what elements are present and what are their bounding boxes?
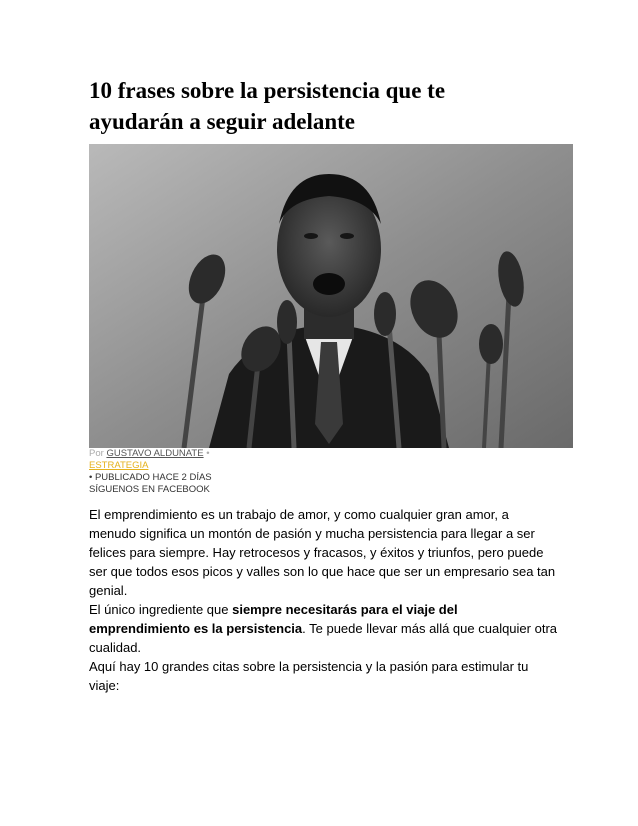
article-meta: [89, 448, 212, 496]
paragraph-2: [89, 600, 559, 657]
paragraph-1: El emprendimiento es un trabajo de amor, y como cualquier gran amor, a menudo significa un montón de pasión y mucha persistencia para llegar a ser felices para siempre. Hay retrocesos y fracasos, y éxitos y triunfos, pero puede ser que todos esos picos y valles son lo que hace que ser un empresario sea tan genial.: [89, 507, 556, 598]
author-prefix: Por: [89, 448, 104, 459]
paragraph-2-bold: siempre necesitarás para el viaje del emprendimiento es la persistencia: [89, 602, 458, 636]
category-link[interactable]: ESTRATEGIA: [89, 460, 149, 471]
paragraph-2-start: El único ingrediente que: [89, 602, 233, 617]
follow-facebook-link[interactable]: SÍGUENOS EN FACEBOOK: [89, 484, 210, 495]
meta-separator: •: [206, 448, 210, 459]
published-date: • PUBLICADO HACE 2 DÍAS: [89, 472, 212, 483]
paragraph-2-end: . Te puede llevar más allá que cualquier otra cualidad.: [89, 621, 557, 655]
author-link[interactable]: GUSTAVO ALDUNATE: [106, 448, 204, 459]
article-photo: [89, 144, 573, 448]
paragraph-3: Aquí hay 10 grandes citas sobre la persistencia y la pasión para estimular tu viaje:: [89, 659, 529, 693]
article-title: 10 frases sobre la persistencia que te ayudarán a seguir adelante: [89, 78, 446, 134]
